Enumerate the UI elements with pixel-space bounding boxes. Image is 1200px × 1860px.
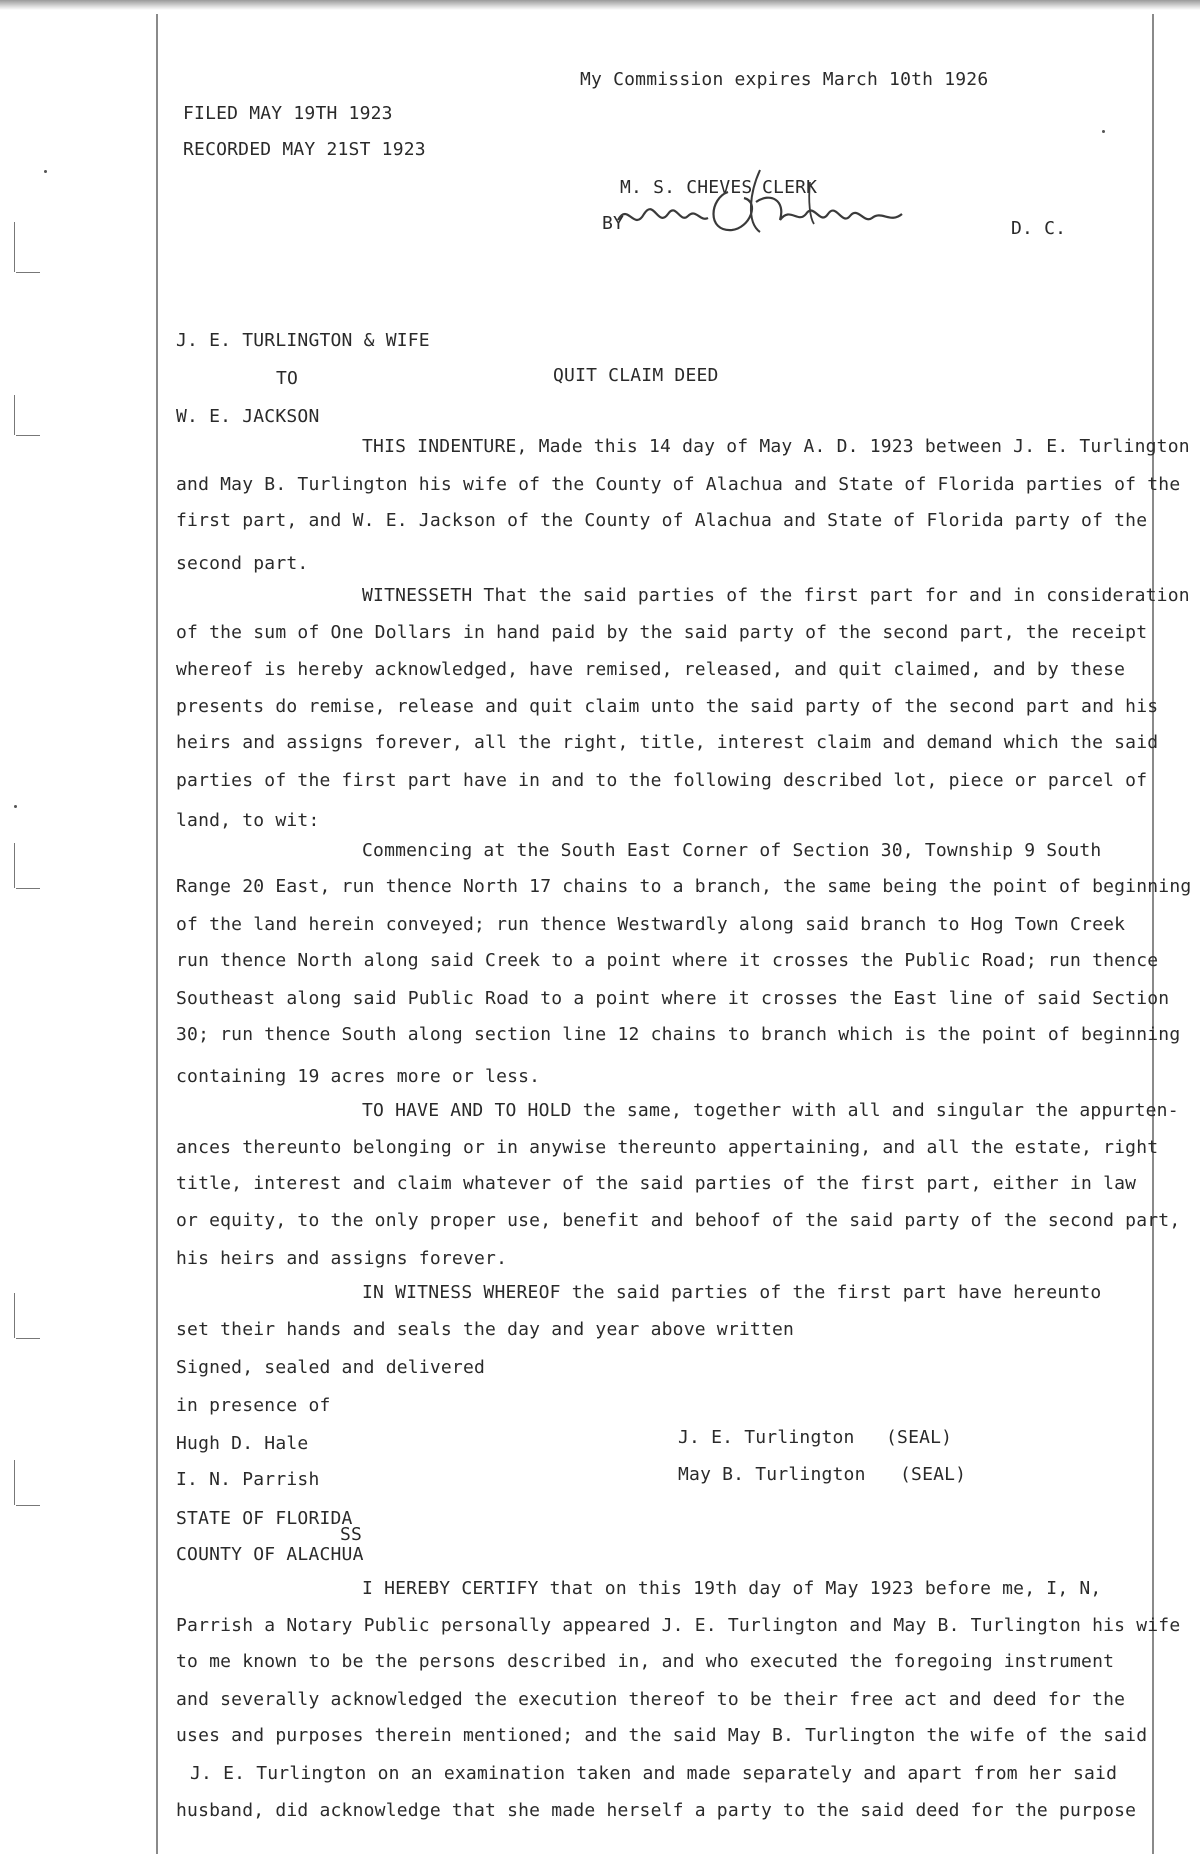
body-line: of the land herein conveyed; run thence Westwardly along said branch to Hog Town Creek <box>176 914 1126 935</box>
by-label: BY <box>602 213 625 234</box>
body-line: or equity, to the only proper use, benefit and behoof of the said party of the second part, <box>176 1210 1181 1231</box>
body-line: containing 19 acres more or less. <box>176 1066 541 1087</box>
clerk-title: CLERK <box>762 177 818 198</box>
binding-mark <box>16 272 40 273</box>
body-line: THIS INDENTURE, Made this 14 day of May A. D. 1923 between J. E. Turlington <box>362 436 1190 457</box>
venue-state: STATE OF FLORIDA <box>176 1508 353 1529</box>
paper-speck <box>1102 130 1105 133</box>
paper-speck <box>14 805 17 808</box>
body-line: presents do remise, release and quit claim unto the said party of the second part and his <box>176 696 1159 717</box>
binding-mark <box>14 1460 15 1505</box>
body-line: Commencing at the South East Corner of Section 30, Township 9 South <box>362 840 1102 861</box>
body-line: set their hands and seals the day and year above written <box>176 1319 795 1340</box>
venue-ss: SS <box>340 1524 363 1545</box>
body-line: in presence of <box>176 1395 331 1416</box>
body-line: ances thereunto belonging or in anywise thereunto appertaining, and all the estate, right <box>176 1137 1159 1158</box>
body-line: TO HAVE AND TO HOLD the same, together with all and singular the appurten- <box>362 1100 1179 1121</box>
binding-mark <box>14 222 15 272</box>
certificate-line: to me known to be the persons described in, and who executed the foregoing instrument <box>176 1651 1115 1672</box>
to-label: TO <box>276 368 299 389</box>
body-line: of the sum of One Dollars in hand paid by the said party of the second part, the receipt <box>176 622 1148 643</box>
certificate-line: J. E. Turlington on an examination taken and made separately and apart from her said <box>190 1763 1118 1784</box>
binding-mark <box>16 1338 40 1339</box>
binding-mark <box>16 1505 40 1506</box>
grantee-name: W. E. JACKSON <box>176 406 320 427</box>
witness-name: I. N. Parrish <box>176 1469 320 1490</box>
signatory-name: J. E. Turlington <box>678 1427 855 1448</box>
certificate-line: Parrish a Notary Public personally appeared J. E. Turlington and May B. Turlington his wife <box>176 1615 1181 1636</box>
body-line: IN WITNESS WHEREOF the said parties of the first part have hereunto <box>362 1282 1102 1303</box>
signatory-seal: (SEAL) <box>900 1464 967 1485</box>
body-line: title, interest and claim whatever of the said parties of the first part, either in law <box>176 1173 1137 1194</box>
body-line: first part, and W. E. Jackson of the County of Alachua and State of Florida party of the <box>176 510 1148 531</box>
recorded-date: RECORDED MAY 21ST 1923 <box>183 139 426 160</box>
body-line: and May B. Turlington his wife of the County of Alachua and State of Florida parties of the <box>176 474 1181 495</box>
filed-date: FILED MAY 19TH 1923 <box>183 103 393 124</box>
commission-expiry: My Commission expires March 10th 1926 <box>580 69 989 90</box>
deputy-clerk-label: D. C. <box>1011 218 1067 239</box>
certificate-line: and severally acknowledged the execution thereof to be their free act and deed for the <box>176 1689 1126 1710</box>
binding-mark <box>14 1293 15 1338</box>
handwritten-signature-icon <box>610 162 920 242</box>
left-margin-rule <box>156 14 158 1854</box>
signatory-seal: (SEAL) <box>886 1427 953 1448</box>
clerk-signature <box>610 162 920 242</box>
body-line: his heirs and assigns forever. <box>176 1248 508 1269</box>
witness-name: Hugh D. Hale <box>176 1433 309 1454</box>
certificate-line: I HEREBY CERTIFY that on this 19th day of May 1923 before me, I, N, <box>362 1578 1102 1599</box>
venue-county: COUNTY OF ALACHUA <box>176 1544 364 1565</box>
body-line: second part. <box>176 553 309 574</box>
binding-mark <box>16 888 40 889</box>
body-line: Range 20 East, run thence North 17 chains to a branch, the same being the point of beginning <box>176 876 1192 897</box>
page-top-edge <box>0 0 1200 10</box>
grantor-name: J. E. TURLINGTON & WIFE <box>176 330 430 351</box>
certificate-line: husband, did acknowledge that she made herself a party to the said deed for the purpose <box>176 1800 1137 1821</box>
binding-mark <box>14 395 15 435</box>
body-line: heirs and assigns forever, all the right, title, interest claim and demand which the said <box>176 732 1159 753</box>
body-line: whereof is hereby acknowledged, have remised, released, and quit claimed, and by these <box>176 659 1126 680</box>
paper-speck <box>44 170 47 173</box>
deed-title: QUIT CLAIM DEED <box>553 365 719 386</box>
body-line: 30; run thence South along section line 12 chains to branch which is the point of beginning <box>176 1024 1181 1045</box>
body-line: parties of the first part have in and to the following described lot, piece or parcel of <box>176 770 1148 791</box>
right-margin-rule <box>1152 14 1154 1854</box>
signatory-name: May B. Turlington <box>678 1464 866 1485</box>
body-line: WITNESSETH That the said parties of the first part for and in consideration <box>362 585 1190 606</box>
certificate-line: uses and purposes therein mentioned; and the said May B. Turlington the wife of the said <box>176 1725 1148 1746</box>
body-line: Signed, sealed and delivered <box>176 1357 486 1378</box>
body-line: Southeast along said Public Road to a point where it crosses the East line of said Section <box>176 988 1170 1009</box>
binding-mark <box>14 843 15 888</box>
binding-mark <box>16 435 40 436</box>
body-line: land, to wit: <box>176 810 320 831</box>
body-line: run thence North along said Creek to a point where it crosses the Public Road; run thence <box>176 950 1159 971</box>
clerk-name: M. S. CHEVES <box>620 177 753 198</box>
